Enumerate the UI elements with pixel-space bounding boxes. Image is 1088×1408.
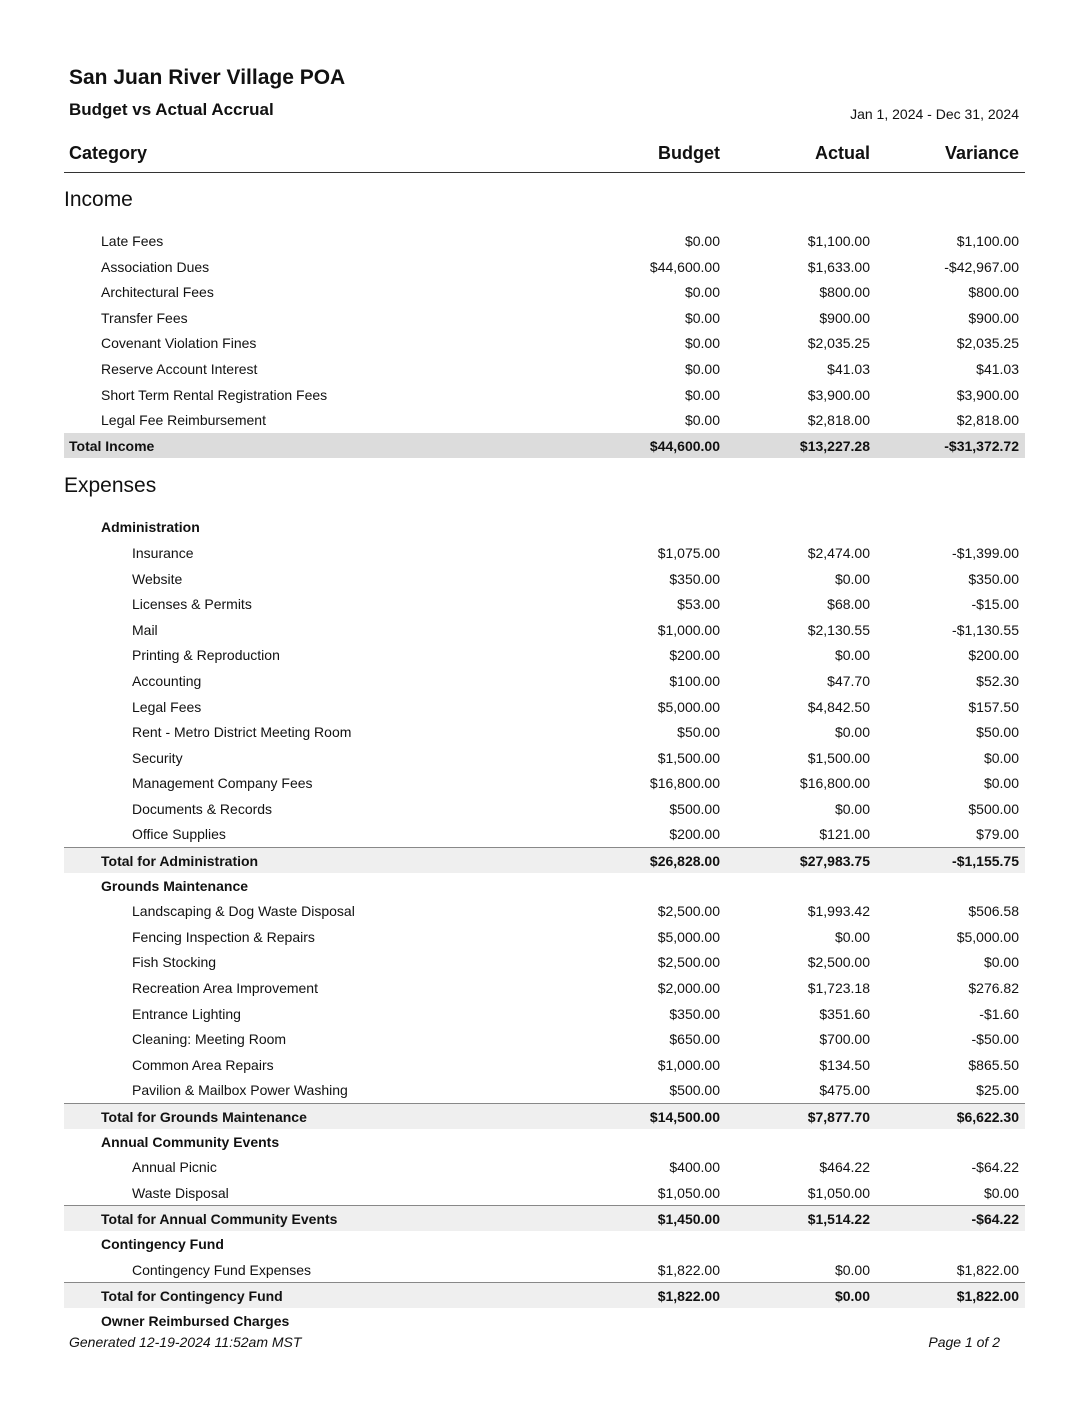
variance-cell: $1,822.00	[956, 1288, 1019, 1305]
line-item-row	[64, 668, 1025, 694]
budget-cell: $1,050.00	[657, 1184, 720, 1201]
actual-cell: $7,877.70	[807, 1109, 870, 1125]
line-item-row	[64, 1180, 1025, 1206]
line-item-row	[64, 617, 1025, 643]
page-number: Page 1 of 2	[928, 1334, 1000, 1350]
actual-cell: $47.70	[827, 672, 870, 689]
variance-cell: $50.00	[976, 724, 1019, 741]
actual-cell: $4,842.50	[807, 698, 870, 715]
category-cell: Accounting	[132, 672, 202, 689]
category-cell: Licenses & Permits	[132, 596, 252, 613]
variance-cell: -$1,130.55	[952, 621, 1019, 638]
budget-cell: $0.00	[684, 284, 720, 301]
budget-cell: $100.00	[669, 672, 720, 689]
variance-cell: $1,100.00	[956, 233, 1019, 249]
category-cell: Legal Fee Reimbursement	[101, 412, 266, 429]
actual-cell: $16,800.00	[799, 775, 870, 792]
budget-cell: $1,822.00	[657, 1288, 720, 1305]
variance-cell: $900.00	[968, 309, 1019, 326]
variance-cell: $6,622.30	[956, 1109, 1019, 1125]
budget-cell: $53.00	[677, 596, 720, 613]
actual-cell: $0.00	[834, 1288, 870, 1305]
budget-cell: $500.00	[669, 1082, 720, 1099]
category-cell: Grounds Maintenance	[101, 877, 249, 894]
budget-cell: $1,000.00	[657, 1056, 720, 1073]
actual-cell: $1,050.00	[807, 1184, 870, 1201]
category-cell: Fencing Inspection & Repairs	[132, 928, 315, 945]
category-cell: Income	[64, 188, 133, 211]
budget-cell: $5,000.00	[657, 698, 720, 715]
line-item-row	[64, 591, 1025, 617]
category-cell: Administration	[101, 519, 200, 536]
category-cell: Common Area Repairs	[132, 1056, 274, 1073]
budget-cell: $14,500.00	[649, 1109, 720, 1125]
group-heading	[64, 1129, 1025, 1155]
budget-cell: $1,822.00	[657, 1261, 720, 1278]
total-row	[64, 433, 1025, 459]
line-item-row	[64, 566, 1025, 592]
budget-cell: $1,000.00	[657, 621, 720, 638]
line-item-row	[64, 1026, 1025, 1052]
budget-cell: $26,828.00	[649, 853, 720, 870]
line-item-row	[64, 796, 1025, 822]
category-cell: Pavilion & Mailbox Power Washing	[132, 1082, 348, 1099]
group-heading	[64, 514, 1025, 540]
category-cell: Rent - Metro District Meeting Room	[132, 724, 352, 741]
budget-cell: $50.00	[677, 724, 720, 741]
line-item-row	[64, 407, 1025, 433]
line-item-row	[64, 770, 1025, 796]
budget-cell: $350.00	[669, 1005, 720, 1022]
group-heading	[64, 1231, 1025, 1257]
line-item-row	[64, 1077, 1025, 1103]
budget-cell: $1,075.00	[657, 544, 720, 561]
category-cell: Printing & Reproduction	[132, 647, 280, 664]
variance-cell: -$15.00	[971, 596, 1019, 613]
variance-cell: $0.00	[983, 954, 1019, 971]
category-cell: Insurance	[132, 544, 194, 561]
actual-cell: $0.00	[834, 1261, 870, 1278]
variance-cell: $2,035.25	[956, 335, 1019, 352]
budget-cell: $44,600.00	[649, 258, 720, 275]
line-item-row	[64, 642, 1025, 668]
actual-cell: $0.00	[834, 570, 870, 587]
actual-cell: $1,514.22	[807, 1211, 870, 1228]
category-cell: Transfer Fees	[101, 309, 188, 326]
category-cell: Total for Grounds Maintenance	[101, 1109, 307, 1125]
variance-cell: $200.00	[968, 647, 1019, 664]
line-item-row	[64, 924, 1025, 950]
category-cell: Website	[132, 570, 183, 587]
actual-cell: $1,100.00	[807, 233, 870, 249]
budget-cell: $200.00	[669, 826, 720, 843]
variance-cell: $0.00	[983, 775, 1019, 792]
actual-cell: $700.00	[819, 1031, 870, 1048]
actual-cell: $1,500.00	[807, 749, 870, 766]
variance-cell: $79.00	[976, 826, 1019, 843]
variance-cell: $350.00	[968, 570, 1019, 587]
variance-cell: -$42,967.00	[944, 258, 1019, 275]
actual-cell: $0.00	[834, 724, 870, 741]
budget-cell: $0.00	[684, 309, 720, 326]
actual-cell: $1,993.42	[807, 903, 870, 920]
actual-cell: $1,723.18	[807, 980, 870, 997]
category-cell: Owner Reimbursed Charges	[101, 1312, 290, 1329]
actual-cell: $13,227.28	[799, 437, 870, 454]
actual-cell: $2,474.00	[807, 544, 870, 561]
line-item-row	[64, 949, 1025, 975]
budget-cell: $0.00	[684, 360, 720, 377]
actual-cell: $0.00	[834, 800, 870, 817]
report-table	[64, 172, 1025, 1333]
category-cell: Fish Stocking	[132, 954, 217, 971]
category-cell: Landscaping & Dog Waste Disposal	[132, 903, 355, 920]
line-item-row	[64, 540, 1025, 566]
budget-cell: $2,500.00	[657, 903, 720, 920]
variance-cell: -$1,155.75	[952, 853, 1019, 870]
actual-cell: $1,633.00	[807, 258, 870, 275]
actual-cell: $134.50	[819, 1056, 870, 1073]
group-total-row	[64, 847, 1025, 873]
category-cell: Contingency Fund	[101, 1235, 224, 1252]
actual-cell: $2,818.00	[807, 412, 870, 429]
category-cell: Reserve Account Interest	[101, 360, 258, 377]
column-header-variance: Variance	[944, 143, 1019, 163]
variance-cell: -$64.22	[971, 1211, 1019, 1228]
category-cell: Legal Fees	[132, 698, 202, 715]
budget-cell: $44,600.00	[649, 437, 720, 454]
budget-cell: $2,000.00	[657, 980, 720, 997]
variance-cell: $500.00	[968, 800, 1019, 817]
column-header-category: Category	[69, 143, 148, 163]
actual-cell: $121.00	[819, 826, 870, 843]
report-title: Budget vs Actual Accrual	[69, 100, 274, 119]
budget-cell: $0.00	[684, 335, 720, 352]
variance-cell: $3,900.00	[956, 386, 1019, 403]
category-cell: Recreation Area Improvement	[132, 980, 318, 997]
category-cell: Architectural Fees	[101, 284, 214, 301]
category-cell: Annual Community Events	[101, 1133, 280, 1150]
variance-cell: $25.00	[976, 1082, 1019, 1099]
actual-cell: $68.00	[827, 596, 870, 613]
budget-cell: $16,800.00	[649, 775, 720, 792]
generated-timestamp: Generated 12-19-2024 11:52am MST	[69, 1334, 302, 1350]
category-cell: Covenant Violation Fines	[101, 335, 257, 352]
category-cell: Expenses	[64, 474, 157, 498]
variance-cell: -$50.00	[971, 1031, 1019, 1048]
variance-cell: -$1,399.00	[952, 544, 1019, 561]
variance-cell: -$64.22	[971, 1159, 1019, 1176]
actual-cell: $475.00	[819, 1082, 870, 1099]
category-cell: Total for Administration	[101, 853, 259, 870]
actual-cell: $900.00	[819, 309, 870, 326]
variance-cell: $276.82	[968, 980, 1019, 997]
budget-cell: $1,500.00	[657, 749, 720, 766]
variance-cell: $41.03	[976, 360, 1019, 377]
organization-name: San Juan River Village POA	[69, 66, 346, 89]
variance-cell: $865.50	[968, 1056, 1019, 1073]
budget-cell: $350.00	[669, 570, 720, 587]
line-item-row	[64, 719, 1025, 745]
report-period: Jan 1, 2024 - Dec 31, 2024	[850, 106, 1019, 122]
line-item-row	[64, 694, 1025, 720]
line-item-row	[64, 330, 1025, 356]
category-cell: Cleaning: Meeting Room	[132, 1031, 287, 1048]
column-header-actual: Actual	[814, 143, 870, 163]
line-item-row	[64, 1001, 1025, 1027]
category-cell: Total Income	[69, 437, 155, 454]
line-item-row	[64, 305, 1025, 331]
category-cell: Late Fees	[101, 233, 164, 249]
line-item-row	[64, 356, 1025, 382]
category-cell: Total for Contingency Fund	[101, 1288, 283, 1305]
category-cell: Office Supplies	[132, 826, 226, 843]
variance-cell: $0.00	[983, 1184, 1019, 1201]
section-heading	[64, 458, 1025, 514]
variance-cell: $2,818.00	[956, 412, 1019, 429]
actual-cell: $800.00	[819, 284, 870, 301]
group-total-row	[64, 1205, 1025, 1231]
line-item-row	[64, 279, 1025, 305]
line-item-row	[64, 382, 1025, 408]
actual-cell: $2,500.00	[807, 954, 870, 971]
column-header	[64, 138, 1025, 173]
variance-cell: $157.50	[968, 698, 1019, 715]
group-heading	[64, 1308, 1025, 1334]
column-header-budget: Budget	[658, 143, 720, 163]
budget-cell: $200.00	[669, 647, 720, 664]
actual-cell: $2,130.55	[807, 621, 870, 638]
category-cell: Security	[132, 749, 183, 766]
line-item-row	[64, 745, 1025, 771]
budget-cell: $0.00	[684, 233, 720, 249]
actual-cell: $351.60	[819, 1005, 870, 1022]
budget-cell: $0.00	[684, 386, 720, 403]
category-cell: Association Dues	[101, 258, 210, 275]
line-item-row	[64, 1257, 1025, 1283]
line-item-row	[64, 228, 1025, 254]
group-total-row	[64, 1282, 1025, 1308]
line-item-row	[64, 975, 1025, 1001]
variance-cell: $800.00	[968, 284, 1019, 301]
group-heading	[64, 873, 1025, 899]
actual-cell: $27,983.75	[799, 853, 870, 870]
variance-cell: -$1.60	[979, 1005, 1019, 1022]
budget-cell: $2,500.00	[657, 954, 720, 971]
budget-cell: $400.00	[669, 1159, 720, 1176]
variance-cell: $5,000.00	[956, 928, 1019, 945]
actual-cell: $464.22	[819, 1159, 870, 1176]
line-item-row	[64, 821, 1025, 847]
section-heading	[64, 172, 1025, 228]
group-total-row	[64, 1103, 1025, 1129]
actual-cell: $0.00	[834, 647, 870, 664]
budget-cell: $5,000.00	[657, 928, 720, 945]
line-item-row	[64, 1154, 1025, 1180]
line-item-row	[64, 1052, 1025, 1078]
actual-cell: $2,035.25	[807, 335, 870, 352]
variance-cell: $0.00	[983, 749, 1019, 766]
category-cell: Waste Disposal	[132, 1184, 229, 1201]
budget-cell: $650.00	[669, 1031, 720, 1048]
budget-cell: $1,450.00	[657, 1211, 720, 1228]
category-cell: Short Term Rental Registration Fees	[101, 386, 328, 403]
category-cell: Contingency Fund Expenses	[132, 1261, 311, 1278]
category-cell: Entrance Lighting	[132, 1005, 241, 1022]
actual-cell: $41.03	[827, 360, 870, 377]
variance-cell: $506.58	[968, 903, 1019, 920]
line-item-row	[64, 254, 1025, 280]
variance-cell: -$31,372.72	[944, 437, 1019, 454]
variance-cell: $1,822.00	[956, 1261, 1019, 1278]
actual-cell: $3,900.00	[807, 386, 870, 403]
actual-cell: $0.00	[834, 928, 870, 945]
category-cell: Management Company Fees	[132, 775, 313, 792]
category-cell: Documents & Records	[132, 800, 273, 817]
line-item-row	[64, 898, 1025, 924]
category-cell: Total for Annual Community Events	[101, 1211, 338, 1228]
budget-cell: $0.00	[684, 412, 720, 429]
category-cell: Annual Picnic	[132, 1159, 217, 1176]
variance-cell: $52.30	[976, 672, 1019, 689]
category-cell: Mail	[132, 621, 158, 638]
budget-cell: $500.00	[669, 800, 720, 817]
